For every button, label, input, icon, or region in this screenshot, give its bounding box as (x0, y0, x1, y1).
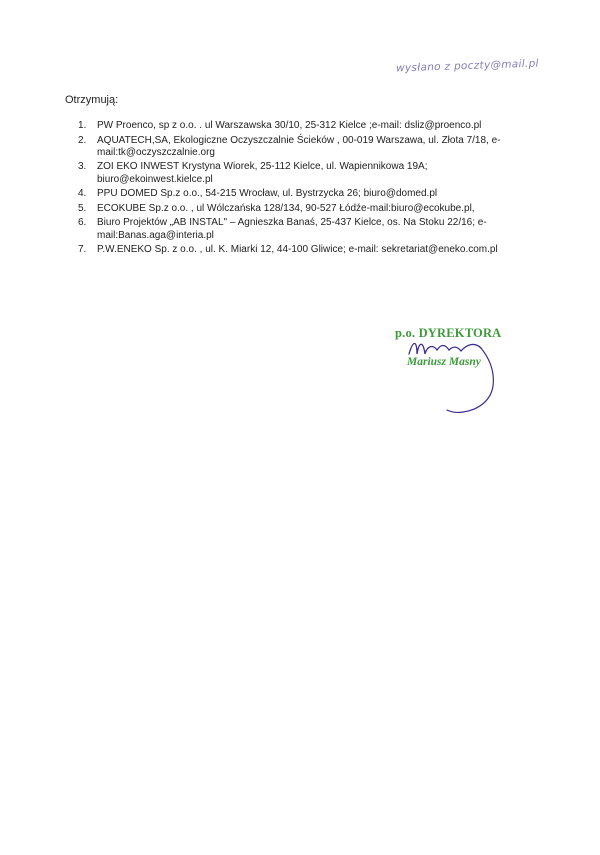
list-item (65, 135, 525, 159)
list-item-number: 5. (78, 202, 87, 214)
list-item-text: ECOKUBE Sp.z o.o. , ul Wólczańska 128/134, 90-527 Łódźe-mail:biuro@ecokube.pl, (97, 202, 475, 214)
list-item-number: 3. (78, 161, 87, 173)
list-item (65, 161, 525, 185)
list-item-text: PW Proenco, sp z o.o. . ul Warszawska 30/10, 25-312 Kielce ;e-mail: dsliz@proenco.pl (97, 120, 482, 131)
list-item (65, 217, 525, 241)
list-item-number: 7. (78, 244, 87, 256)
list-item (65, 188, 525, 200)
list-item-number: 4. (78, 188, 87, 200)
stamp-name: Mariusz Masny (407, 356, 481, 368)
handwritten-note: wysłano z poczty@mail.pl (395, 57, 539, 75)
list-item-text: AQUATECH,SA, Ekologiczne Oczyszczalnie Ścieków , 00-019 Warszawa, ul. Złota 7/18, e-mail:tk@oczyszczalnie.org (97, 134, 501, 158)
director-stamp (395, 326, 535, 426)
list-item-text: Biuro Projektów „AB INSTAL" – Agnieszka Banaś, 25-437 Kielce, os. Na Stoku 22/16; e-mail:Banas.aga@interia.pl (97, 217, 487, 241)
recipients-heading: Otrzymują: (65, 94, 119, 106)
list-item-number: 1. (78, 120, 87, 131)
list-item-text: PPU DOMED Sp.z o.o., 54-215 Wrocław, ul. Bystrzycka 26; biuro@domed.pl (97, 188, 438, 200)
recipients-list (65, 120, 525, 259)
list-item (65, 203, 525, 215)
list-item (65, 120, 525, 132)
list-item-text: P.W.ENEKO Sp. z o.o. , ul. K. Miarki 12, 44-100 Gliwice; e-mail: sekretariat@eneko.com.pl (97, 244, 498, 256)
list-item-number: 2. (78, 134, 87, 146)
list-item-text: ZOI EKO INWEST Krystyna Wiorek, 25-112 Kielce, ul. Wapiennikowa 19A; biuro@ekoinwest.kielce.pl (97, 161, 428, 185)
list-item (65, 244, 525, 256)
stamp-title: p.o. DYREKTORA (395, 326, 502, 340)
handwritten-signature (395, 326, 535, 426)
list-item-number: 6. (78, 217, 87, 229)
